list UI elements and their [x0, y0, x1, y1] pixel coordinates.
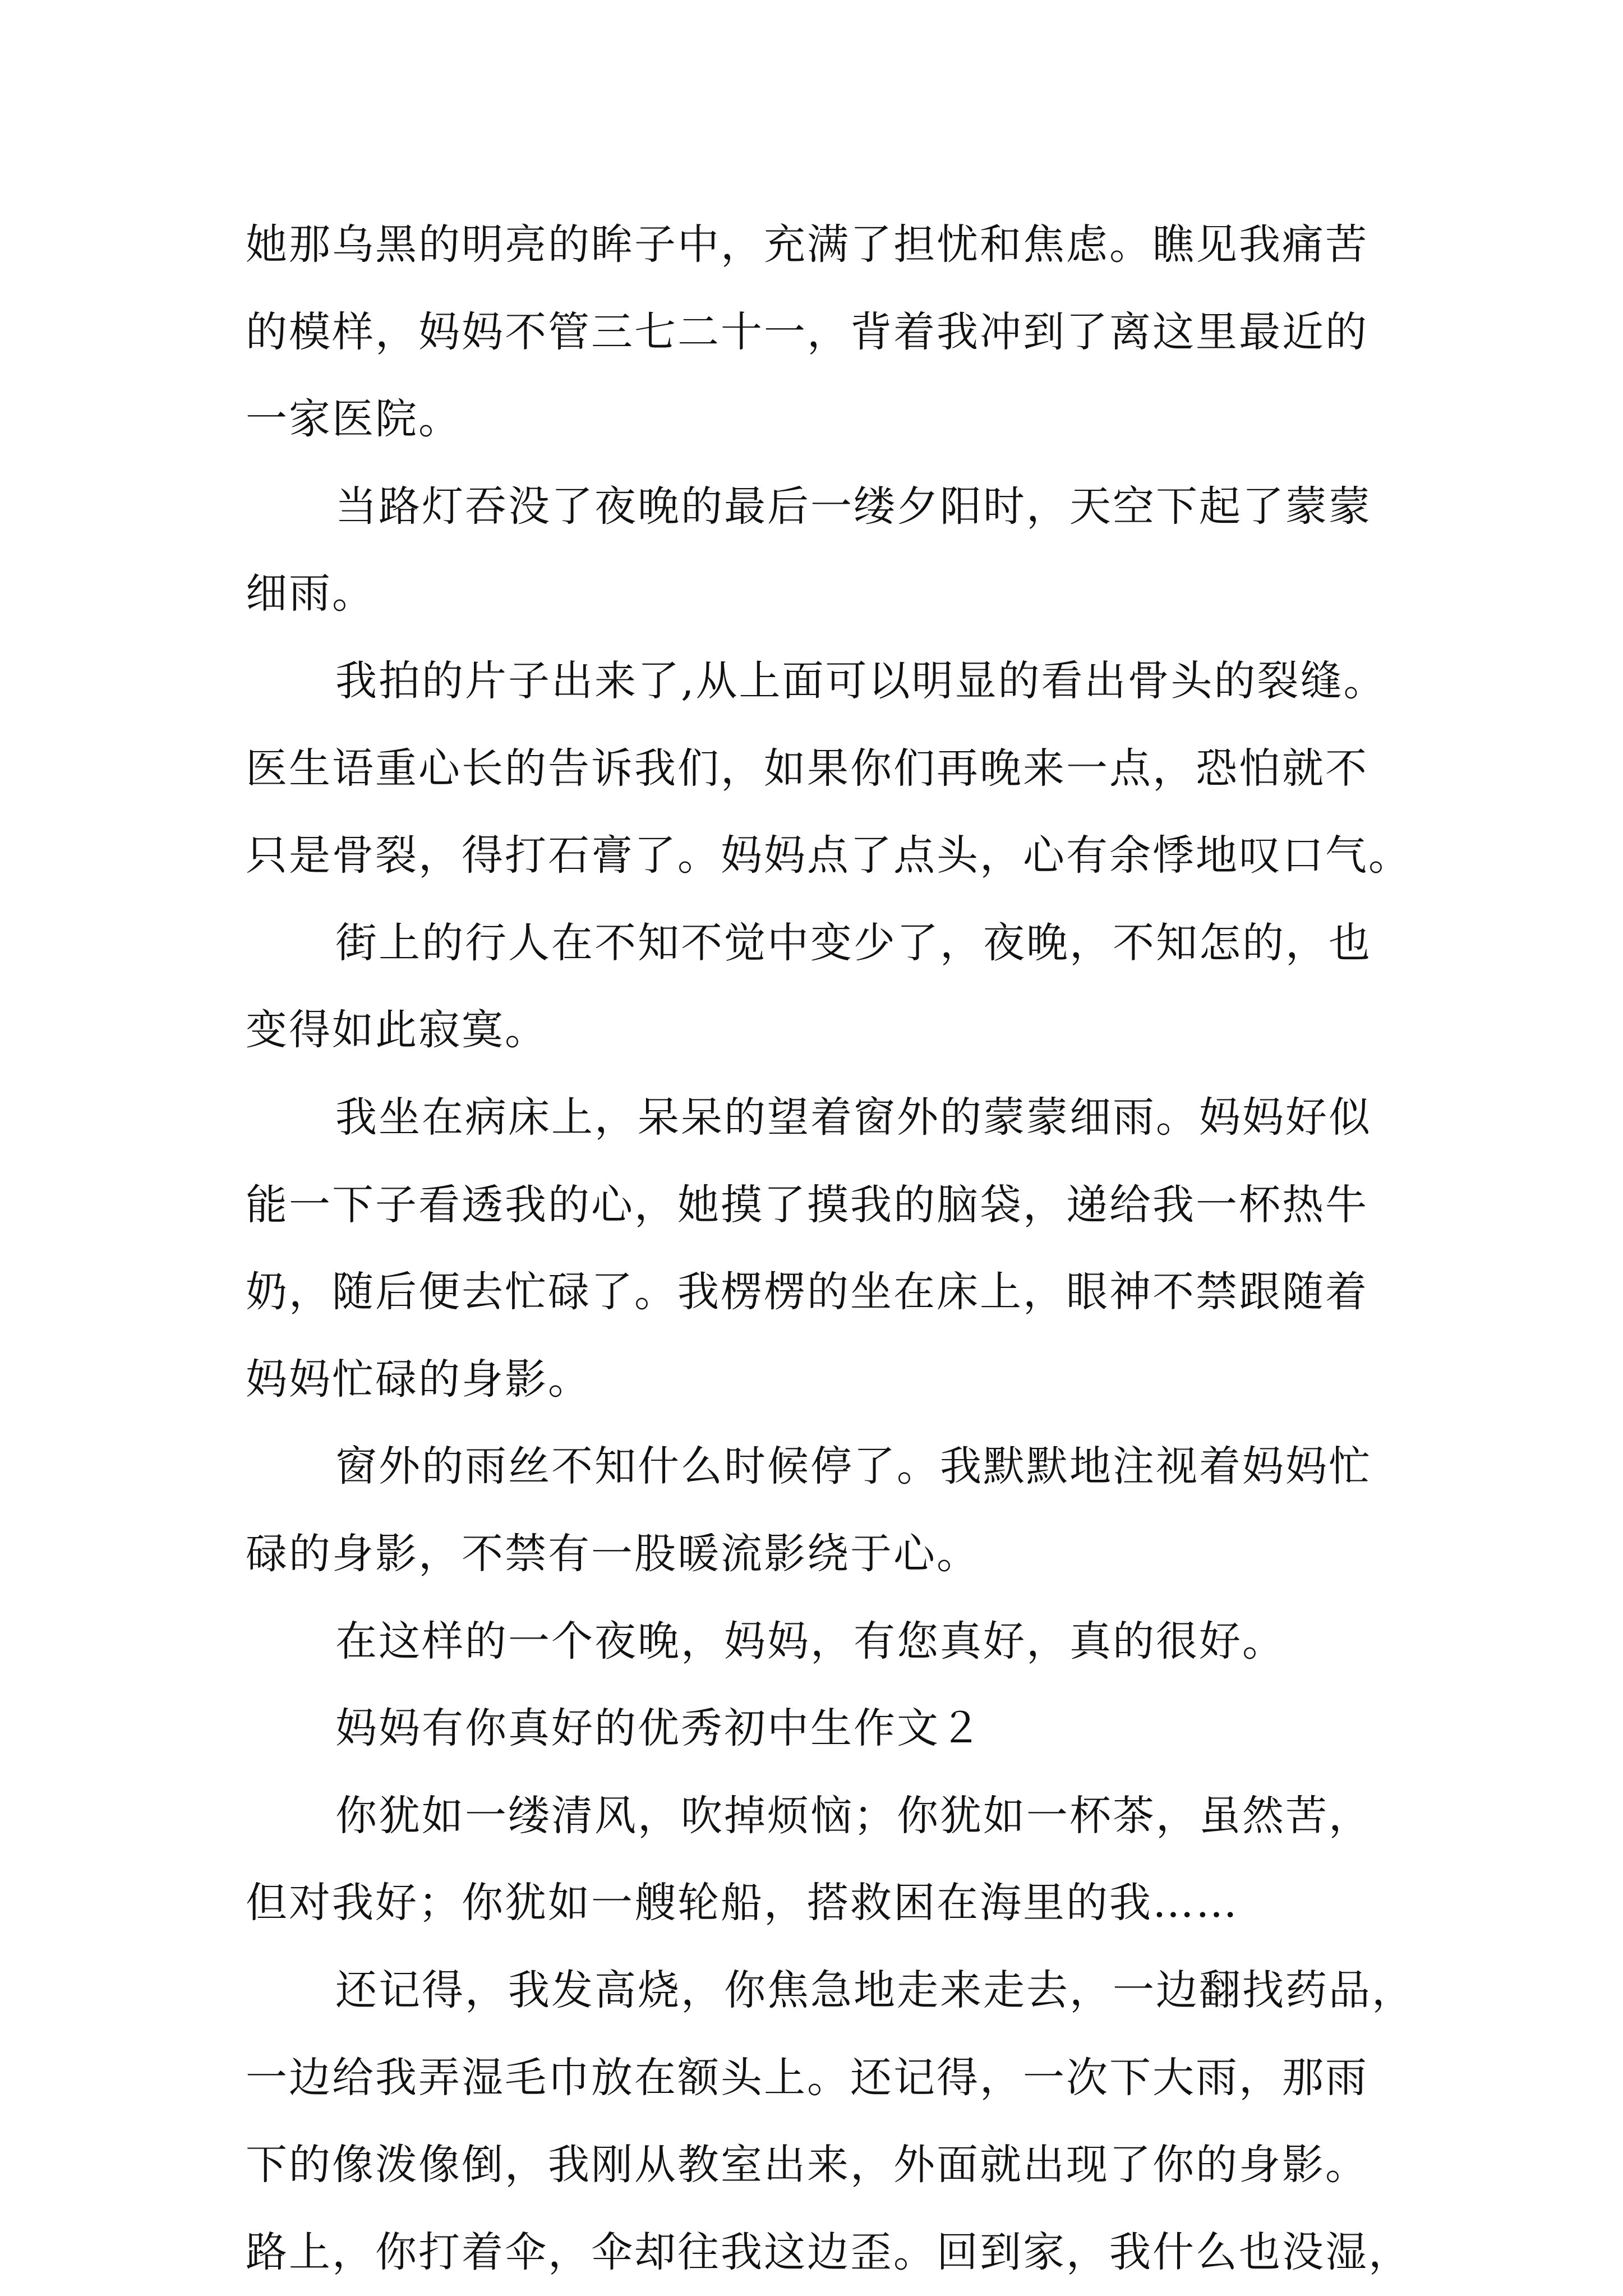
text-line: 但对我好；你犹如一艘轮船，搭救困在海里的我……: [246, 1879, 1239, 1927]
paragraph-start-line: 还记得，我发高烧，你焦急地走来走去，一边翻找药品，: [335, 1966, 1415, 2014]
text-line: 能一下子看透我的心，她摸了摸我的脑袋，递给我一杯热牛: [246, 1181, 1368, 1229]
text-line: 的模样，妈妈不管三七二十一，背着我冲到了离这里最近的: [246, 308, 1368, 356]
text-line: 妈妈忙碌的身影。: [246, 1355, 591, 1404]
text-line: 奶，随后便去忙碌了。我楞楞的坐在床上，眼神不禁跟随着: [246, 1268, 1368, 1316]
paragraph-start-line: 当路灯吞没了夜晚的最后一缕夕阳时，天空下起了蒙蒙: [335, 482, 1372, 531]
text-line: 一家医院。: [246, 395, 462, 443]
text-line: 一边给我弄湿毛巾放在额头上。还记得，一次下大雨，那雨: [246, 2054, 1368, 2102]
text-line: 碌的身影，不禁有一股暖流影绕于心。: [246, 1530, 980, 1578]
text-line: 医生语重心长的告诉我们，如果你们再晚来一点，恐怕就不: [246, 744, 1368, 793]
text-line: 细雨。: [246, 569, 375, 618]
paragraph-start-line: 我坐在病床上，呆呆的望着窗外的蒙蒙细雨。妈妈好似: [335, 1093, 1372, 1142]
text-line: 路上，你打着伞，伞却往我这边歪。回到家，我什么也没湿，: [246, 2228, 1412, 2276]
text-line: 变得如此寂寞。: [246, 1006, 548, 1054]
text-line: 她那乌黑的明亮的眸子中，充满了担忧和焦虑。瞧见我痛苦: [246, 220, 1368, 269]
essay-title-line: 妈妈有你真好的优秀初中生作文２: [335, 1704, 983, 1752]
paragraph-start-line: 窗外的雨丝不知什么时候停了。我默默地注视着妈妈忙: [335, 1442, 1372, 1490]
text-line: 下的像泼像倒，我刚从教室出来，外面就出现了你的身影。: [246, 2141, 1368, 2189]
paragraph-start-line: 街上的行人在不知不觉中变少了，夜晚，不知怎的，也: [335, 919, 1372, 967]
text-line: 只是骨裂，得打石膏了。妈妈点了点头，心有余悸地叹口气。: [246, 831, 1412, 880]
paragraph-start-line: 你犹如一缕清风，吹掉烦恼；你犹如一杯茶，虽然苦，: [335, 1792, 1372, 1840]
paragraph-start-line: 我拍的片子出来了,从上面可以明显的看出骨头的裂缝。: [335, 657, 1387, 705]
paragraph-start-line: 在这样的一个夜晚，妈妈，有您真好，真的很好。: [335, 1617, 1285, 1665]
